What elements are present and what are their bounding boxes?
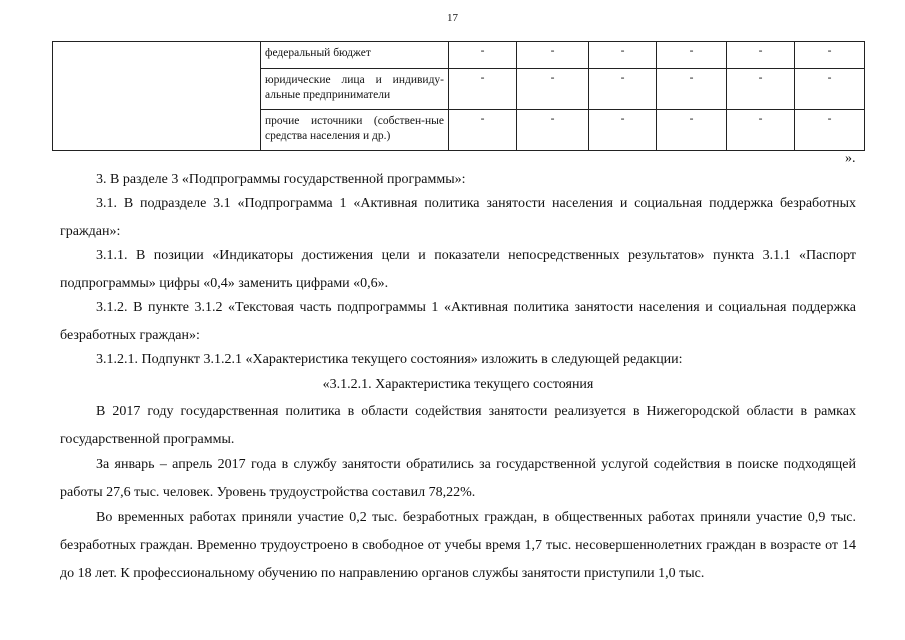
paragraph-text: За январь – апрель 2017 года в службу занятости обратились за государственной услугой содействия в поиске подходящей работы 27,6 тыс. человек. Уровень трудоустройства составил 78,22%. bbox=[60, 457, 856, 500]
value-cell: - bbox=[795, 110, 865, 151]
source-label: федеральный бюджет bbox=[261, 42, 449, 69]
value-cell: - bbox=[517, 69, 589, 110]
paragraph-text: 3.1. В подразделе 3.1 «Подпрограмма 1 «Активная политика занятости населения и социальная поддержка безработных граждан»: bbox=[60, 196, 856, 239]
paragraph bbox=[60, 451, 856, 507]
paragraph bbox=[60, 346, 856, 374]
section-heading: «3.1.2.1. Характеристика текущего состояния bbox=[322, 377, 594, 392]
paragraph bbox=[60, 294, 856, 350]
value-cell: - bbox=[727, 42, 795, 69]
closing-quote: ». bbox=[845, 151, 856, 166]
paragraph bbox=[60, 242, 856, 298]
value-cell: - bbox=[727, 110, 795, 151]
empty-merged-cell bbox=[53, 42, 261, 151]
value-cell: - bbox=[449, 42, 517, 69]
value-cell: - bbox=[589, 69, 657, 110]
paragraph bbox=[60, 504, 856, 588]
paragraph-text: 3.1.1. В позиции «Индикаторы достижения цели и показатели непосредственных результатов» пункта 3.1.1 «Паспорт подпрограммы» цифры «0,4» заменить цифрами «0,6». bbox=[60, 248, 856, 291]
value-cell: - bbox=[657, 110, 727, 151]
paragraph-text: В 2017 году государственная политика в области содействия занятости реализуется в Нижегородской области в рамках государственной программы. bbox=[60, 404, 856, 447]
source-label: юридические лица и индивиду-альные предприниматели bbox=[261, 69, 449, 110]
funding-sources-table bbox=[52, 41, 865, 151]
source-label: прочие источники (собствен-ные средства населения и др.) bbox=[261, 110, 449, 151]
value-cell: - bbox=[449, 69, 517, 110]
value-cell: - bbox=[657, 69, 727, 110]
value-cell: - bbox=[589, 42, 657, 69]
value-cell: - bbox=[517, 42, 589, 69]
value-cell: - bbox=[657, 42, 727, 69]
paragraph-text: 3.1.2. В пункте 3.1.2 «Текстовая часть подпрограммы 1 «Активная политика занятости населения и социальная поддержка безработных граждан»: bbox=[60, 300, 856, 343]
value-cell: - bbox=[517, 110, 589, 151]
table-row bbox=[53, 42, 865, 69]
page-number: 17 bbox=[447, 12, 458, 24]
value-cell: - bbox=[589, 110, 657, 151]
paragraph-text: 3.1.2.1. Подпункт 3.1.2.1 «Характеристика текущего состояния» изложить в следующей редакции: bbox=[96, 352, 683, 367]
paragraph bbox=[60, 398, 856, 454]
paragraph bbox=[60, 190, 856, 246]
paragraph-text: Во временных работах приняли участие 0,2 тыс. безработных граждан, в общественных работах приняли участие 0,9 тыс. безработных граждан. Временно трудоустроено в свободное от учебы время 1,7 тыс. несовершеннолетних граждан в возрасте от 14 до 18 лет. К профессиональному обучению по направлению органов службы занятости приступили 1,0 тыс. bbox=[60, 510, 856, 581]
value-cell: - bbox=[795, 69, 865, 110]
paragraph-text: 3. В разделе 3 «Подпрограммы государственной программы»: bbox=[96, 172, 466, 187]
value-cell: - bbox=[449, 110, 517, 151]
value-cell: - bbox=[727, 69, 795, 110]
value-cell: - bbox=[795, 42, 865, 69]
